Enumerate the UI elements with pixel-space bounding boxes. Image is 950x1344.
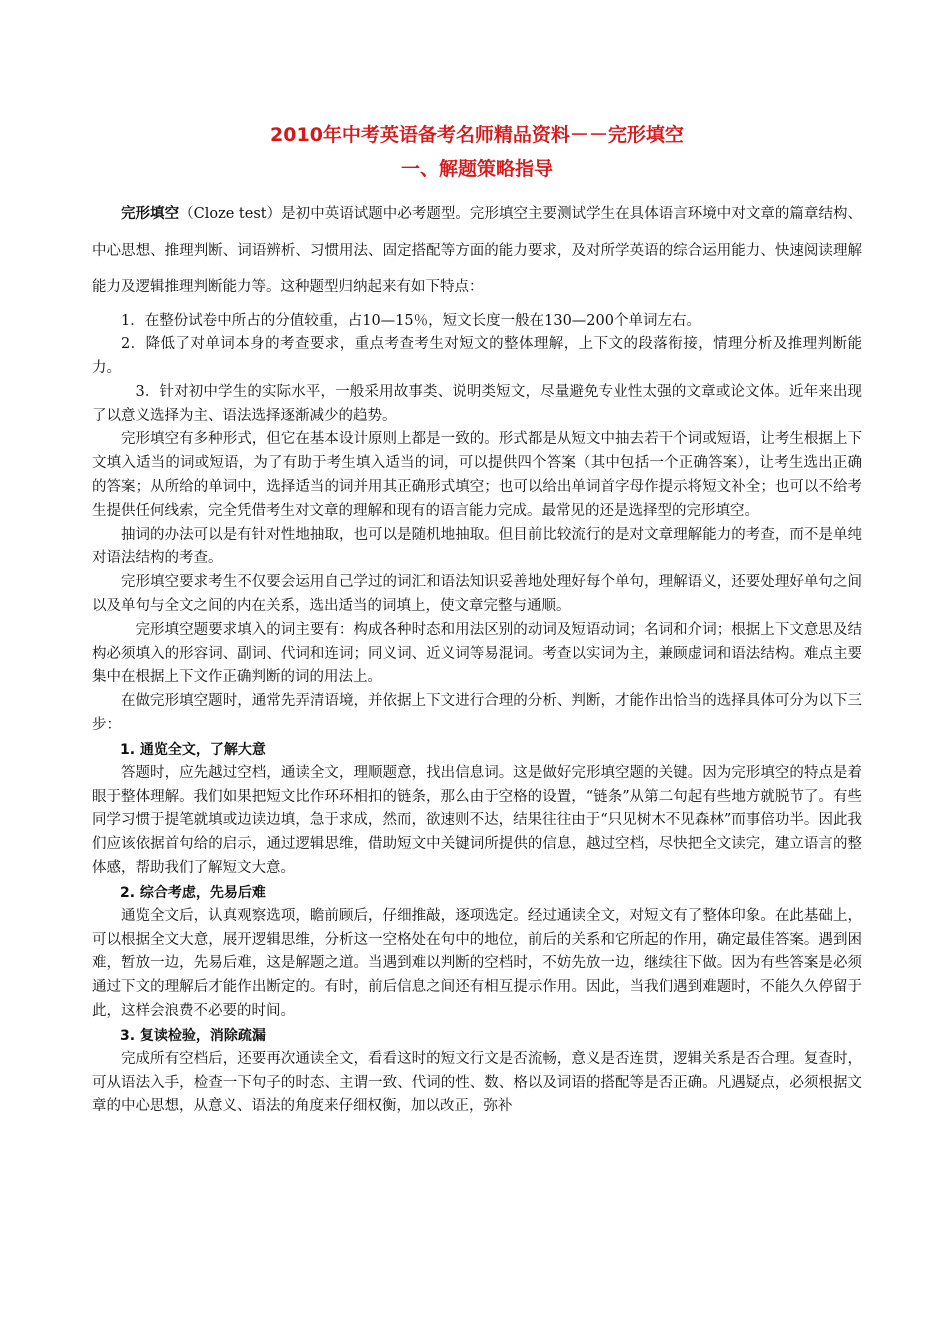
feature-point-2: 2．降低了对单词本身的考查要求，重点考查考生对短文的整体理解，上下文的段落衔接，情理分析及推理判断能力。 — [92, 336, 862, 377]
step-heading-2: 2. 综合考虑，先易后难 — [120, 884, 266, 901]
feature-point-1: 1．在整份试卷中所占的分值较重，占10—15％，短文长度一般在130—200个单词左右。 — [121, 312, 701, 329]
step-text-3: 完成所有空档后，还要再次通读全文，看看这时的短文行文是否流畅，意义是否连贯，逻辑关系是否合理。复查时，可从语法入手，检查一下句子的时态、主谓一致、代词的性、数、格以及词语的搭配等是否正确。凡遇疑点，必须根据文章的中心思想，从意义、语法的角度来仔细权衡，加以改正，弥补 — [92, 1050, 862, 1115]
body-paragraph: 完形填空题要求填入的词主要有：构成各种时态和用法区别的动词及短语动词；名词和介词；根据上下文意思及结构必须填入的形容词、副词、代词和连词；同义词、近义词等易混词。考查以实词为主，兼顾虚词和语法结构。难点主要集中在根据上下文作正确判断的词的用法上。 — [92, 621, 862, 686]
intro-text: （Cloze test）是初中英语试题中必考题型。完形填空主要测试学生在具体语言环境中对文章的篇章结构、中心思想、推理判断、词语辨析、习惯用法、固定搭配等方面的能力要求，及对所学英语的综合运用能力、快速阅读理解能力及逻辑推理判断能力等。这种题型归纳起来有如下特点： — [92, 206, 863, 295]
body-paragraph: 在做完形填空题时，通常先弄清语境，并依据上下文进行合理的分析、判断，才能作出恰当的选择具体可分为以下三步： — [92, 693, 862, 734]
feature-point-3: 3．针对初中学生的实际水平，一般采用故事类、说明类短文，尽量避免专业性太强的文章或论文体。近年来出现了以意义选择为主、语法选择逐渐减少的趋势。 — [92, 383, 862, 424]
step-text-2: 通览全文后，认真观察选项，瞻前顾后，仔细推敲，逐项选定。经过通读全文，对短文有了整体印象。在此基础上，可以根据全文大意，展开逻辑思维，分析这一空格处在句中的地位，前后的关系和它所起的作用，确定最佳答案。遇到困难，暂放一边，先易后难，这是解题之道。当遇到难以判断的空档时，不妨先放一边，继续往下做。因为有些答案是必须通过下文的理解后才能作出断定的。有时，前后信息之间还有相互提示作用。因此，当我们遇到难题时，不能久久停留于此，这样会浪费不必要的时间。 — [92, 907, 862, 1020]
intro-term: 完形填空 — [121, 205, 180, 222]
step-heading-3: 3. 复读检验，消除疏漏 — [120, 1027, 266, 1044]
body-paragraph: 完形填空要求考生不仅要会运用自己学过的词汇和语法知识妥善地处理好每个单句，理解语义，还要处理好单句之间以及单句与全文之间的内在关系，选出适当的词填上，使文章完整与通顺。 — [92, 574, 862, 615]
intro-paragraph — [92, 196, 862, 306]
section-heading: 一、解题策略指导 — [400, 158, 553, 180]
step-heading-1: 1. 通览全文，了解大意 — [120, 741, 266, 758]
body-paragraph: 抽词的办法可以是有针对性地抽取，也可以是随机地抽取。但目前比较流行的是对文章理解能力的考查，而不是单纯对语法结构的考查。 — [92, 526, 862, 567]
step-text-1: 答题时，应先越过空档，通读全文，理顺题意，找出信息词。这是做好完形填空题的关键。因为完形填空的特点是着眼于整体理解。我们如果把短文比作环环相扣的链条，那么由于空格的设置，“链条”从第二句起有些地方就脱节了。有些同学习惯于提笔就填或边读边填，急于求成，然而，欲速则不达，结果往往由于“只见树木不见森林”而事倍功半。因此我们应该依据首句给的启示，通过逻辑思维，借助短文中关键词所提供的信息，越过空档，尽快把全文读完，建立语言的整体感，帮助我们了解短文大意。 — [92, 764, 862, 877]
body-paragraph: 完形填空有多种形式，但它在基本设计原则上都是一致的。形式都是从短文中抽去若干个词或短语，让考生根据上下文填入适当的词或短语，为了有助于考生填入适当的词，可以提供四个答案（其中包括一个正确答案），让考生选出正确的答案；从所给的单词中，选择适当的词并用其正确形式填空；也可以给出单词首字母作提示将短文补全；也可以不给考生提供任何线索，完全凭借考生对文章的理解和现有的语言能力完成。最常见的还是选择型的完形填空。 — [92, 431, 862, 519]
document-title: 2010年中考英语备考名师精品资料－－完形填空 — [270, 124, 684, 146]
document-page — [92, 120, 862, 1119]
